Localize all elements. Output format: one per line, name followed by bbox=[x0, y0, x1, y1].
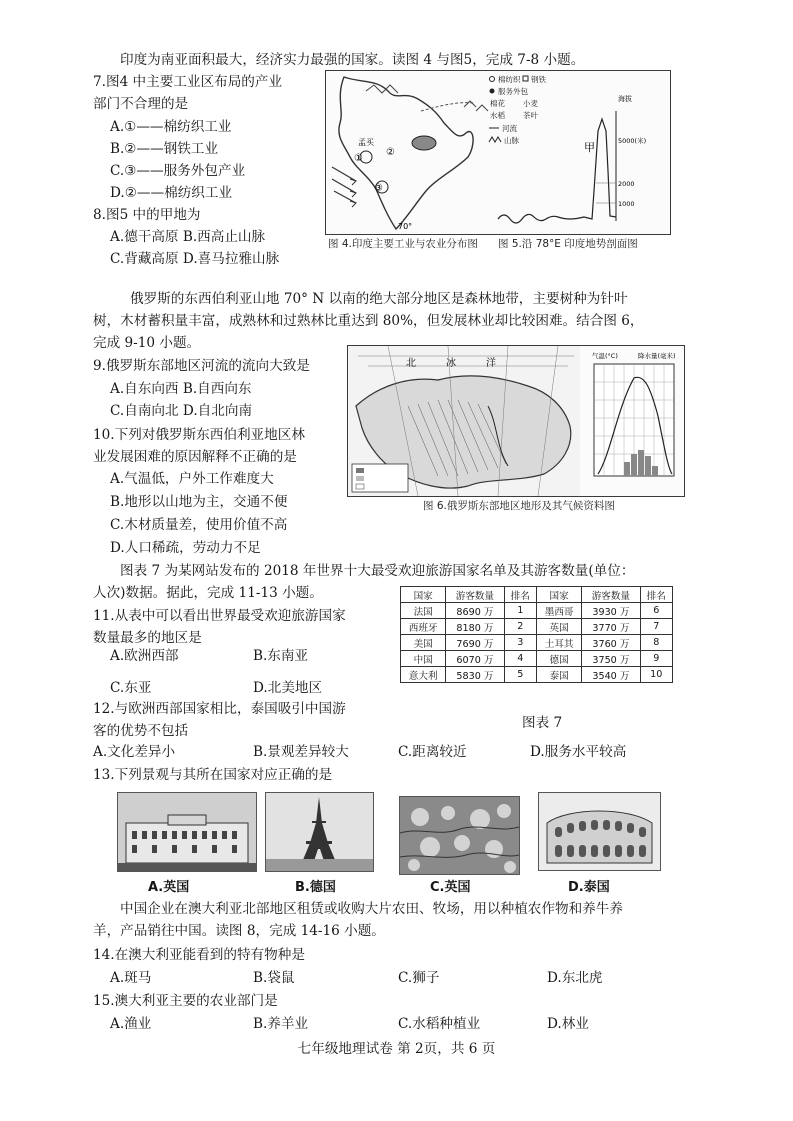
climate-left-axis-label: 气温(°C) bbox=[592, 352, 618, 360]
profile-axis-label: 海拔 bbox=[618, 95, 632, 103]
eiffel-sketch bbox=[266, 793, 373, 871]
svg-text:棉纺织: 棉纺织 bbox=[498, 75, 521, 84]
q11-option-d: D.北美地区 bbox=[253, 680, 323, 696]
q12-stem-line2: 客的优势不包括 bbox=[93, 723, 189, 739]
photo-label-a: A.英国 bbox=[148, 880, 190, 895]
map-label-bei: 北 bbox=[406, 358, 416, 369]
table-header: 游客数量 bbox=[446, 587, 504, 603]
q14-option-a: A.斑马 bbox=[110, 970, 152, 986]
q7-option-b: B.②——钢铁工业 bbox=[110, 141, 219, 157]
q15-option-b: B.养羊业 bbox=[253, 1016, 309, 1032]
photo-temple-carving bbox=[399, 796, 520, 875]
table-row bbox=[401, 619, 673, 635]
q11-option-b: B.东南亚 bbox=[253, 648, 309, 664]
table-cell: 5830 万 bbox=[446, 667, 504, 683]
table-header: 国家 bbox=[401, 587, 446, 603]
elevation-profile-line bbox=[498, 119, 616, 223]
q7-option-a: A.①——棉纺织工业 bbox=[110, 119, 232, 135]
q15-option-d: D.林业 bbox=[547, 1016, 589, 1032]
intro-australia-line1: 中国企业在澳大利亚北部地区租赁或收购大片农田、牧场，用以种植农作物和养牛养 bbox=[120, 901, 623, 917]
q7-stem-line2: 部门不合理的是 bbox=[93, 96, 189, 112]
svg-text:服务外包: 服务外包 bbox=[498, 87, 528, 96]
table-cell: 8690 万 bbox=[446, 603, 504, 619]
q10-option-b: B.地形以山地为主，交通不便 bbox=[110, 494, 288, 510]
table-cell: 英国 bbox=[536, 619, 581, 635]
map-label-longitude: 70° bbox=[398, 222, 413, 231]
q11-option-a: A.欧洲西部 bbox=[110, 648, 179, 664]
q14-option-d: D.东北虎 bbox=[547, 970, 603, 986]
photo-label-d: D.泰国 bbox=[568, 880, 610, 895]
svg-text:棉花: 棉花 bbox=[490, 99, 505, 108]
q7-stem-line1: 7.图4 中主要工业区布局的产业 bbox=[93, 74, 283, 90]
table-cell: 2 bbox=[504, 619, 536, 635]
q11-stem-line2: 数量最多的地区是 bbox=[93, 630, 202, 646]
q15-option-a: A.渔业 bbox=[110, 1016, 152, 1032]
q7-option-c: C.③——服务外包产业 bbox=[110, 163, 246, 179]
table7-caption: 图表 7 bbox=[522, 715, 563, 731]
table-cell: 6070 万 bbox=[446, 651, 504, 667]
table-cell: 7690 万 bbox=[446, 635, 504, 651]
q12-option-c: C.距离较近 bbox=[398, 744, 467, 760]
q11-stem-line1: 11.从表中可以看出世界最受欢迎旅游国家 bbox=[93, 608, 346, 624]
table-header: 排名 bbox=[640, 587, 672, 603]
map-label-1: ① bbox=[354, 153, 363, 164]
intro-india: 印度为南亚面积最大，经济实力最强的国家。读图 4 与图5，完成 7-8 小题。 bbox=[120, 52, 585, 68]
russia-map-and-climate bbox=[348, 346, 684, 496]
svg-text:小麦: 小麦 bbox=[523, 99, 538, 108]
q12-stem-line1: 12.与欧洲西部国家相比，泰国吸引中国游 bbox=[93, 701, 346, 717]
profile-tick-1000: 1000 bbox=[618, 200, 635, 208]
q15-stem: 15.澳大利亚主要的农业部门是 bbox=[93, 993, 278, 1009]
table-cell: 3 bbox=[504, 635, 536, 651]
photo-colosseum bbox=[538, 792, 661, 871]
q12-option-b: B.景观差异较大 bbox=[253, 744, 349, 760]
table-cell: 1 bbox=[504, 603, 536, 619]
table-cell: 泰国 bbox=[536, 667, 581, 683]
q10-stem-line2: 业发展困难的原因解释不正确的是 bbox=[93, 449, 297, 465]
q8-options-row1: A.德干高原 B.西高止山脉 bbox=[110, 229, 266, 245]
table-cell: 3540 万 bbox=[582, 667, 640, 683]
map-label-yang: 洋 bbox=[486, 358, 496, 369]
svg-text:水稻: 水稻 bbox=[490, 111, 505, 120]
table-cell: 4 bbox=[504, 651, 536, 667]
profile-label-jia: 甲 bbox=[584, 141, 595, 154]
table-header: 国家 bbox=[536, 587, 581, 603]
temple-sketch bbox=[400, 797, 519, 874]
q11-option-c: C.东亚 bbox=[110, 680, 152, 696]
table-cell: 3750 万 bbox=[582, 651, 640, 667]
table-cell: 3760 万 bbox=[582, 635, 640, 651]
table-cell: 法国 bbox=[401, 603, 446, 619]
table-cell: 3930 万 bbox=[582, 603, 640, 619]
q12-option-d: D.服务水平较高 bbox=[530, 744, 627, 760]
table-header-row bbox=[401, 587, 673, 603]
industry-zone bbox=[412, 136, 436, 150]
svg-text:茶叶: 茶叶 bbox=[523, 111, 538, 120]
table-cell: 8180 万 bbox=[446, 619, 504, 635]
table-row bbox=[401, 635, 673, 651]
table-cell: 6 bbox=[640, 603, 672, 619]
q12-option-a: A.文化差异小 bbox=[93, 744, 176, 760]
q10-option-d: D.人口稀疏，劳动力不足 bbox=[110, 540, 261, 556]
intro-russia-line3: 完成 9-10 小题。 bbox=[93, 335, 201, 351]
table-row bbox=[401, 667, 673, 683]
fig5-caption: 图 5.沿 78°E 印度地势剖面图 bbox=[498, 238, 638, 250]
fig4-caption: 图 4.印度主要工业与农业分布图 bbox=[328, 238, 478, 250]
table-cell: 7 bbox=[640, 619, 672, 635]
palace-sketch bbox=[118, 793, 256, 871]
map-label-bing: 冰 bbox=[446, 358, 456, 369]
india-map-and-profile bbox=[326, 71, 670, 234]
q10-option-c: C.木材质量差，使用价值不高 bbox=[110, 517, 288, 533]
table-cell: 墨西哥 bbox=[536, 603, 581, 619]
intro-russia-line2: 树，木材蓄积量丰富，成熟林和过熟林比重达到 80%，但发展林业却比较困难。结合图 6， bbox=[93, 313, 644, 329]
fig6-caption: 图 6.俄罗斯东部地区地形及其气候资料图 bbox=[423, 500, 615, 512]
figure-4-5-panel bbox=[325, 70, 671, 235]
photo-label-c: C.英国 bbox=[430, 880, 471, 895]
intro-russia-line1: 俄罗斯的东西伯利亚山地 70° N 以南的绝大部分地区是森林地带，主要树种为针叶 bbox=[130, 291, 628, 307]
svg-text:山脉: 山脉 bbox=[504, 136, 519, 145]
q14-option-b: B.袋鼠 bbox=[253, 970, 295, 986]
figure-6-panel bbox=[347, 345, 685, 497]
table-cell: 意大利 bbox=[401, 667, 446, 683]
svg-text:钢铁: 钢铁 bbox=[531, 75, 546, 84]
table-cell: 5 bbox=[504, 667, 536, 683]
intro-australia-line2: 羊，产品销往中国。读图 8，完成 14-16 小题。 bbox=[93, 923, 385, 939]
table-header: 游客数量 bbox=[582, 587, 640, 603]
intro-tourism-line2: 人次)数据。据此，完成 11-13 小题。 bbox=[93, 585, 323, 601]
q7-option-d: D.②——棉纺织工业 bbox=[110, 185, 233, 201]
q8-stem: 8.图5 中的甲地为 bbox=[93, 207, 201, 223]
svg-text:河流: 河流 bbox=[502, 124, 517, 133]
climate-right-axis-label: 降水量(毫米) bbox=[638, 352, 676, 360]
map-label-2: ② bbox=[386, 147, 395, 158]
arrowheads bbox=[350, 179, 356, 207]
table-cell: 德国 bbox=[536, 651, 581, 667]
table-cell: 中国 bbox=[401, 651, 446, 667]
table-row bbox=[401, 603, 673, 619]
q10-stem-line1: 10.下列对俄罗斯东西伯利亚地区林 bbox=[93, 427, 305, 443]
photo-eiffel-tower bbox=[265, 792, 374, 872]
table-row bbox=[401, 651, 673, 667]
table-cell: 土耳其 bbox=[536, 635, 581, 651]
table-header: 排名 bbox=[504, 587, 536, 603]
page-footer: 七年级地理试卷 第 2页，共 6 页 bbox=[297, 1041, 496, 1057]
table-cell: 西班牙 bbox=[401, 619, 446, 635]
q8-options-row2: C.背藏高原 D.喜马拉雅山脉 bbox=[110, 251, 280, 267]
map-label-3: ③ bbox=[374, 183, 383, 194]
intro-tourism-line1: 图表 7 为某网站发布的 2018 年世界十大最受欢迎旅游国家名单及其游客数量(单位： bbox=[120, 563, 635, 579]
profile-tick-5000: 5000(米) bbox=[618, 137, 647, 145]
colosseum-sketch bbox=[539, 793, 660, 870]
q14-stem: 14.在澳大利亚能看到的特有物种是 bbox=[93, 947, 305, 963]
q10-option-a: A.气温低，户外工作难度大 bbox=[110, 471, 274, 487]
q9-options-row2: C.自南向北 D.自北向南 bbox=[110, 403, 253, 419]
table-cell: 美国 bbox=[401, 635, 446, 651]
table-cell: 8 bbox=[640, 635, 672, 651]
q15-option-c: C.水稻种植业 bbox=[398, 1016, 481, 1032]
photo-buckingham-palace bbox=[117, 792, 257, 872]
q9-options-row1: A.自东向西 B.自西向东 bbox=[110, 381, 252, 397]
q9-stem: 9.俄罗斯东部地区河流的流向大致是 bbox=[93, 358, 310, 374]
table-cell: 9 bbox=[640, 651, 672, 667]
fig4-legend bbox=[489, 74, 546, 145]
tourism-table bbox=[400, 586, 673, 683]
table-cell: 10 bbox=[640, 667, 672, 683]
photo-label-b: B.德国 bbox=[295, 880, 336, 895]
q13-stem: 13.下列景观与其所在国家对应正确的是 bbox=[93, 767, 333, 783]
map-label-city: 孟买 bbox=[358, 138, 374, 147]
q14-option-c: C.狮子 bbox=[398, 970, 440, 986]
table-cell: 3770 万 bbox=[582, 619, 640, 635]
profile-tick-2000: 2000 bbox=[618, 180, 635, 188]
